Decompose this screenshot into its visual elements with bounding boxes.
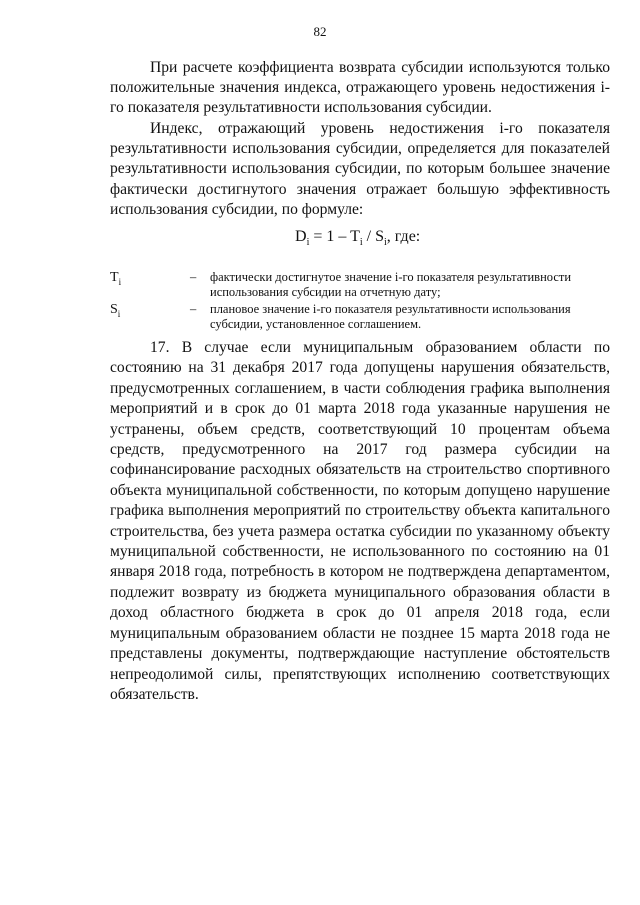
definition-symbol: $T_i$ [110,270,122,287]
paragraph-item-17: 17. В случае если муниципальным образованием области по состоянию на 31 декабря 2017 года допущены нарушения обязательств, предусмотренных соглашением, в части соблюдения графика выполнения мероприятий и в срок до 01 марта 2018 года указанные нарушения не устранены, объем средств, соответствующий 10 процентам объема средств, предусмотренного на 2017 год размера субсидии на софинансирование расходных обязательств на строительство спортивного объекта муниципальной собственности, по которым допущено нарушение графика выполнения мероприятий по строительству объекта капитального строительства, без учета размера остатка субсидии по указанному объекту муниципальной собственности, не использованного по состоянию на 01 января 2018 года, потребность в котором не подтверждена департаментом, подлежит возврату из бюджета муниципального образования области в доход областного бюджета в срок до 01 апреля 2018 года, если муниципальным образованием области не позднее 15 марта 2018 года не представлены документы, подтверждающие наступление обстоятельств непреодолимой силы, препятствующих исполнению соответствующих обязательств. [110,339,610,703]
paragraph-index-definition: Индекс, отражающий уровень недостижения i-го показателя результативности использования субсидии, определяется для показателей результативности использования субсидии, по которым большее значение фактически достигнутого значения отражает большую эффективность использования субсидии, по формуле: [110,120,610,218]
definition-text: плановое значение i-го показателя результативности использования субсидии, установленное соглашением. [210,302,571,331]
formula-tail: , где: [386,228,421,245]
paragraph-return-coefficient: При расчете коэффициента возврата субсидии используются только положительные значения индекса, отражающего уровень недостижения i-го показателя результативности использования субсидии. [110,59,610,117]
formula-lhs: D [295,228,307,245]
definition-dash: – [190,270,197,284]
page-number: 82 [313,24,327,39]
formula-s-sub: i [384,237,387,249]
definition-dash: – [190,302,197,316]
formula [295,228,420,248]
formula-div: / [362,228,376,245]
formula-lhs-sub: i [306,237,310,249]
formula-eq: = 1 – [309,228,351,245]
definition-symbol: $S_i$ [110,302,121,319]
formula-t: T [350,228,360,245]
formula-s: S [375,228,384,245]
definition-text: фактически достигнутое значение i-го показателя результативности использования субсидии на отчетную дату; [210,270,572,299]
formula-t-sub: i [359,237,363,249]
